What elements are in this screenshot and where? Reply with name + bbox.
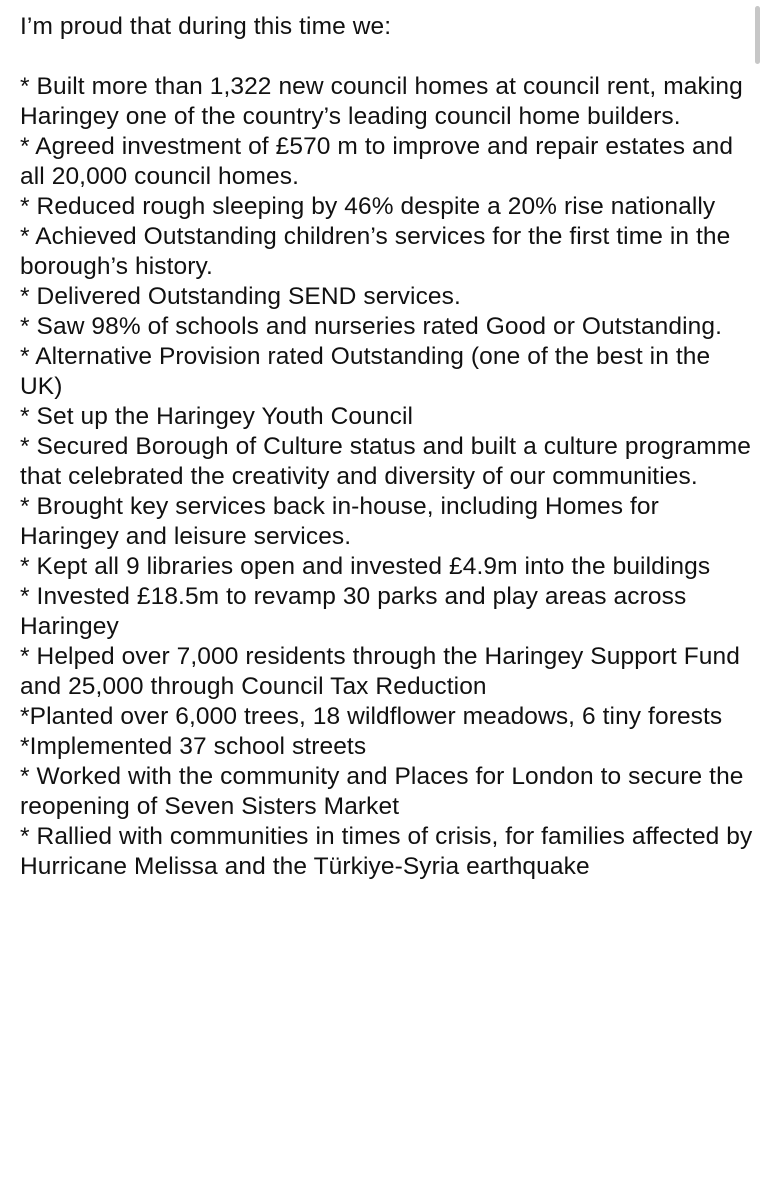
achievements-list [20, 72, 755, 882]
list-item: * Helped over 7,000 residents through the Haringey Support Fund and 25,000 through Council Tax Reduction [20, 643, 740, 700]
list-item: *Implemented 37 school streets [20, 733, 367, 760]
list-item: * Brought key services back in-house, including Homes for Haringey and leisure services. [20, 493, 659, 550]
list-item: * Alternative Provision rated Outstanding (one of the best in the UK) [20, 343, 711, 400]
vertical-scrollbar[interactable] [755, 6, 760, 64]
document-body [20, 12, 755, 882]
list-item: * Secured Borough of Culture status and built a culture programme that celebrated the creativity and diversity of our communities. [20, 433, 752, 490]
list-item: * Built more than 1,322 new council homes at council rent, making Haringey one of the country’s leading council home builders. [20, 73, 743, 130]
list-item: * Worked with the community and Places for London to secure the reopening of Seven Sisters Market [20, 763, 744, 820]
list-item: * Achieved Outstanding children’s services for the first time in the borough’s history. [20, 223, 731, 280]
list-item: * Set up the Haringey Youth Council [20, 403, 414, 430]
list-item: * Invested £18.5m to revamp 30 parks and play areas across Haringey [20, 583, 687, 640]
intro-text: I’m proud that during this time we: [20, 13, 392, 40]
list-item: * Reduced rough sleeping by 46% despite a 20% rise nationally [20, 193, 716, 220]
list-item: * Kept all 9 libraries open and invested £4.9m into the buildings [20, 553, 711, 580]
list-item: * Agreed investment of £570 m to improve and repair estates and all 20,000 council homes. [20, 133, 734, 190]
list-item: * Rallied with communities in times of crisis, for families affected by Hurricane Melissa and the Türkiye-Syria earthquake [20, 823, 753, 880]
list-item: *Planted over 6,000 trees, 18 wildflower meadows, 6 tiny forests [20, 703, 723, 730]
list-item: * Saw 98% of schools and nurseries rated Good or Outstanding. [20, 313, 723, 340]
list-item: * Delivered Outstanding SEND services. [20, 283, 461, 310]
